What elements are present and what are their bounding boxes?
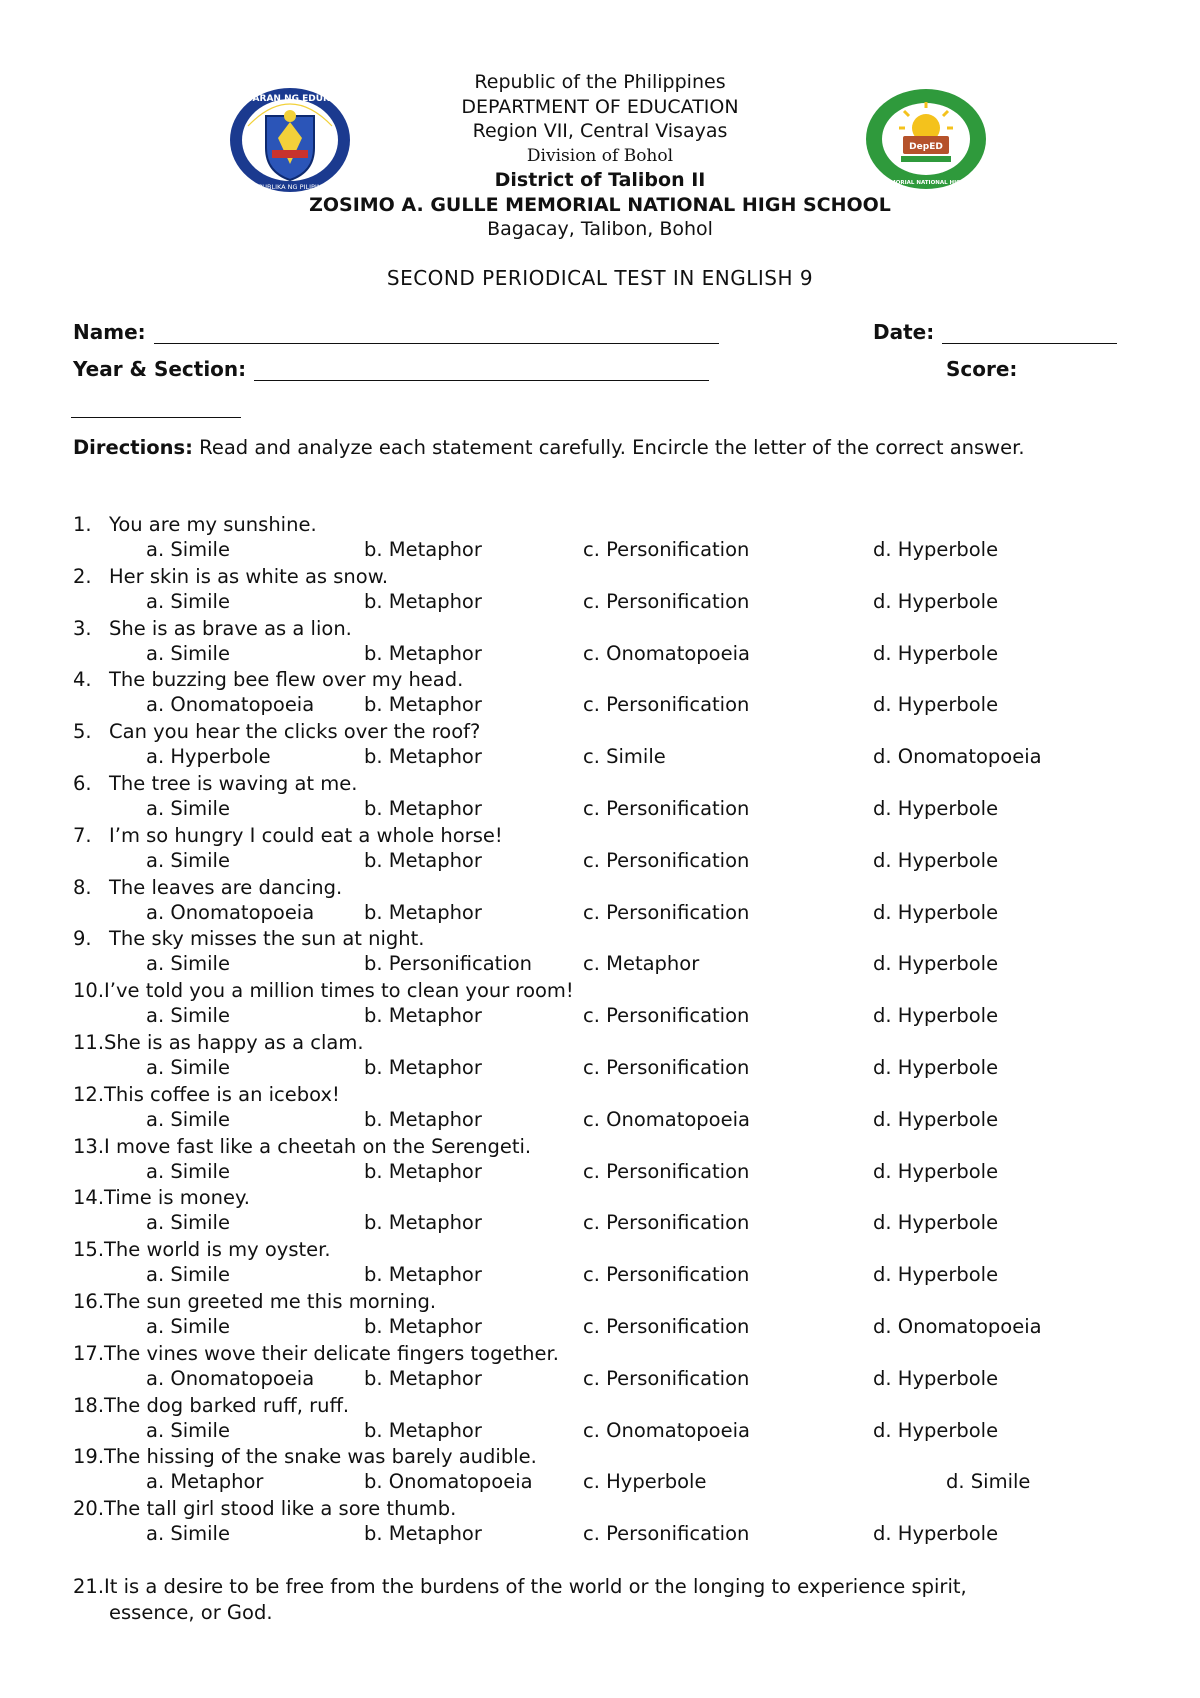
option-b[interactable]: b. Metaphor xyxy=(364,1107,482,1131)
option-c[interactable]: c. Simile xyxy=(583,745,666,769)
option-b[interactable]: b. Metaphor xyxy=(364,589,482,613)
date-field xyxy=(873,320,1117,344)
option-c[interactable]: c. Onomatopoeia xyxy=(583,1107,750,1131)
question-stem xyxy=(73,667,463,693)
option-c[interactable]: c. Metaphor xyxy=(583,952,700,976)
question-number: 2. xyxy=(73,564,92,588)
option-a[interactable]: a. Simile xyxy=(146,1159,230,1183)
option-d[interactable]: d. Onomatopoeia xyxy=(873,745,1042,769)
question-stem xyxy=(73,1341,559,1367)
question-number: 5. xyxy=(73,720,92,744)
question-number: 17. xyxy=(73,1341,105,1365)
question-item xyxy=(73,978,1153,1030)
question-text: The hissing of the snake was barely audible. xyxy=(104,1445,537,1469)
question-text: You are my sunshine. xyxy=(109,513,317,536)
header-republic: Republic of the Philippines xyxy=(474,71,726,93)
question-text: Her skin is as white as snow. xyxy=(109,564,389,588)
option-c[interactable]: c. Personification xyxy=(583,1314,750,1338)
question-stem xyxy=(73,564,388,590)
option-c[interactable]: c. Personification xyxy=(583,1055,750,1079)
question-21-continuation: essence, or God. xyxy=(109,1601,273,1624)
option-c[interactable]: c. Personification xyxy=(583,796,750,820)
question-text: I’m so hungry I could eat a whole horse! xyxy=(109,823,503,847)
option-d[interactable]: d. Hyperbole xyxy=(873,693,999,717)
name-label: Name: xyxy=(73,320,146,344)
year-section-field xyxy=(73,357,709,381)
option-d[interactable]: d. Hyperbole xyxy=(873,1366,999,1390)
option-b[interactable]: b. Metaphor xyxy=(364,1418,482,1442)
date-label: Date: xyxy=(873,320,935,344)
question-stem xyxy=(73,1082,340,1108)
directions-text: Read and analyze each statement carefully. Encircle the letter of the correct answer. xyxy=(192,436,1025,459)
option-c[interactable]: c. Personification xyxy=(583,1263,750,1287)
option-b[interactable]: b. Metaphor xyxy=(364,900,482,924)
question-stem xyxy=(73,1289,436,1315)
option-d[interactable]: d. Hyperbole xyxy=(873,1107,999,1131)
question-text: The tall girl stood like a sore thumb. xyxy=(104,1497,457,1521)
question-number: 16. xyxy=(73,1289,105,1313)
question-number: 8. xyxy=(73,875,92,899)
question-stem xyxy=(73,875,342,901)
question-item xyxy=(73,1289,1153,1341)
question-item xyxy=(73,1341,1153,1393)
seal-right-badge-text: DepED xyxy=(909,142,943,152)
question-number: 20. xyxy=(73,1497,105,1521)
question-stem xyxy=(73,1444,537,1470)
option-d[interactable]: d. Simile xyxy=(946,1470,1031,1494)
option-a[interactable]: a. Simile xyxy=(146,1055,230,1079)
option-c[interactable]: c. Personification xyxy=(583,693,750,717)
year-section-label: Year & Section: xyxy=(73,357,247,381)
question-item xyxy=(73,1393,1153,1445)
question-item xyxy=(73,1496,1153,1548)
question-text: She is as brave as a lion. xyxy=(109,616,352,640)
question-text: The vines wove their delicate fingers together. xyxy=(104,1341,559,1365)
question-stem xyxy=(73,1393,349,1419)
school-header xyxy=(0,70,1200,242)
question-number: 18. xyxy=(73,1393,105,1417)
seal-left-bottom-text: REPUBLIKA NG PILIPINAS xyxy=(249,183,331,191)
option-b[interactable]: b. Metaphor xyxy=(364,1522,482,1546)
option-d[interactable]: d. Hyperbole xyxy=(873,848,999,872)
question-number: 12. xyxy=(73,1082,105,1106)
option-b[interactable]: b. Personification xyxy=(364,952,533,976)
question-item xyxy=(73,1030,1153,1082)
option-a[interactable]: a. Simile xyxy=(146,1263,230,1287)
test-title: SECOND PERIODICAL TEST IN ENGLISH 9 xyxy=(386,266,814,290)
question-text: The dog barked ruff, ruff. xyxy=(104,1393,350,1417)
header-school: ZOSIMO A. GULLE MEMORIAL NATIONAL HIGH SCHOOL xyxy=(309,193,891,216)
option-d[interactable]: d. Hyperbole xyxy=(873,796,999,820)
option-b[interactable]: b. Metaphor xyxy=(364,1055,482,1079)
question-item xyxy=(73,1082,1153,1134)
option-d[interactable]: d. Hyperbole xyxy=(873,1418,999,1442)
name-field xyxy=(73,320,719,344)
question-text: Can you hear the clicks over the roof? xyxy=(109,720,481,744)
question-item xyxy=(73,512,1153,564)
question-text: The sun greeted me this morning. xyxy=(104,1289,437,1313)
option-c[interactable]: c. Personification xyxy=(583,1366,750,1390)
question-text: The sky misses the sun at night. xyxy=(109,927,425,951)
question-item xyxy=(73,823,1153,875)
option-a[interactable]: a. Simile xyxy=(146,1107,230,1131)
option-d[interactable]: d. Hyperbole xyxy=(873,1159,999,1183)
option-a[interactable]: a. Metaphor xyxy=(146,1470,264,1494)
option-c[interactable]: c. Personification xyxy=(583,1211,750,1235)
score-blank[interactable] xyxy=(71,397,241,418)
option-d[interactable]: d. Hyperbole xyxy=(873,952,999,976)
option-c[interactable]: c. Personification xyxy=(583,1004,750,1028)
header-division: Division of Bohol xyxy=(526,145,674,166)
option-d[interactable]: d. Hyperbole xyxy=(873,1522,999,1546)
option-b[interactable]: b. Metaphor xyxy=(364,1159,482,1183)
option-d[interactable]: d. Hyperbole xyxy=(873,900,999,924)
option-b[interactable]: b. Metaphor xyxy=(364,1314,482,1338)
question-text: She is as happy as a clam. xyxy=(104,1030,364,1054)
question-item xyxy=(73,926,1153,978)
question-stem xyxy=(73,512,317,538)
question-21-text: It is a desire to be free from the burdens of the world or the longing to experience spirit, xyxy=(104,1575,967,1598)
option-b[interactable]: b. Metaphor xyxy=(364,693,482,717)
option-c[interactable]: c. Hyperbole xyxy=(583,1470,707,1494)
option-a[interactable]: a. Simile xyxy=(146,538,230,561)
question-item xyxy=(73,771,1153,823)
option-d[interactable]: d. Onomatopoeia xyxy=(873,1314,1042,1338)
option-c[interactable]: c. Personification xyxy=(583,848,750,872)
option-b[interactable]: b. Metaphor xyxy=(364,848,482,872)
question-stem xyxy=(73,1237,331,1263)
question-text: I move fast like a cheetah on the Serengeti. xyxy=(104,1134,532,1158)
question-number: 13. xyxy=(73,1134,105,1158)
question-stem xyxy=(73,1185,250,1211)
score-field xyxy=(946,357,1017,381)
option-b[interactable]: b. Metaphor xyxy=(364,538,482,561)
option-c[interactable]: c. Onomatopoeia xyxy=(583,1418,750,1442)
option-c[interactable]: c. Personification xyxy=(583,538,750,561)
year-section-blank[interactable] xyxy=(254,360,709,381)
option-c[interactable]: c. Personification xyxy=(583,1159,750,1183)
option-a[interactable]: a. Simile xyxy=(146,1211,230,1235)
option-b[interactable]: b. Metaphor xyxy=(364,1366,482,1390)
question-item xyxy=(73,616,1153,668)
option-c[interactable]: c. Personification xyxy=(583,900,750,924)
question-number: 15. xyxy=(73,1238,105,1262)
option-b[interactable]: b. Metaphor xyxy=(364,1211,482,1235)
question-text: The world is my oyster. xyxy=(104,1238,331,1262)
seal-right-text: GULLE MEMORIAL NATIONAL HIGH SCHOOL xyxy=(859,180,993,186)
option-a[interactable]: a. Hyperbole xyxy=(146,745,271,769)
option-c[interactable]: c. Onomatopoeia xyxy=(583,641,750,665)
question-number: 14. xyxy=(73,1186,105,1210)
option-a[interactable]: a. Simile xyxy=(146,641,230,665)
question-number: 19. xyxy=(73,1445,105,1469)
option-b[interactable]: b. Metaphor xyxy=(364,1263,482,1287)
option-b[interactable]: b. Metaphor xyxy=(364,745,482,769)
question-text: The leaves are dancing. xyxy=(109,875,343,899)
option-a[interactable]: a. Onomatopoeia xyxy=(146,693,315,717)
question-stem xyxy=(73,719,480,745)
option-a[interactable]: a. Simile xyxy=(146,589,230,613)
question-number: 10. xyxy=(73,979,105,1003)
option-b[interactable]: b. Metaphor xyxy=(364,796,482,820)
option-d[interactable]: d. Hyperbole xyxy=(873,641,999,665)
question-text: This coffee is an icebox! xyxy=(104,1082,340,1106)
option-d[interactable]: d. Hyperbole xyxy=(873,1004,999,1028)
directions-label: Directions: xyxy=(73,436,193,459)
question-item xyxy=(73,719,1153,771)
question-number: 4. xyxy=(73,668,92,692)
question-21 xyxy=(73,1574,1133,1626)
question-number: 3. xyxy=(73,616,92,640)
question-stem xyxy=(73,1030,364,1056)
option-c[interactable]: c. Personification xyxy=(583,589,750,613)
question-21-number: 21. xyxy=(73,1575,105,1598)
option-a[interactable]: a. Onomatopoeia xyxy=(146,1366,315,1390)
directions xyxy=(73,435,1133,461)
question-number: 1. xyxy=(73,513,92,536)
question-item xyxy=(73,1185,1153,1237)
option-b[interactable]: b. Metaphor xyxy=(364,1004,482,1028)
option-d[interactable]: d. Hyperbole xyxy=(873,1263,999,1287)
header-address: Bagacay, Talibon, Bohol xyxy=(487,218,713,240)
question-number: 6. xyxy=(73,771,92,795)
question-text: Time is money. xyxy=(104,1186,250,1210)
option-b[interactable]: b. Metaphor xyxy=(364,641,482,665)
option-d[interactable]: d. Hyperbole xyxy=(873,538,999,561)
option-b[interactable]: b. Onomatopoeia xyxy=(364,1470,533,1494)
question-stem xyxy=(73,823,503,849)
question-stem xyxy=(73,1496,456,1522)
header-region: Region VII, Central Visayas xyxy=(472,120,728,142)
option-a[interactable]: a. Simile xyxy=(146,1004,230,1028)
option-a[interactable]: a. Simile xyxy=(146,1522,230,1546)
question-item xyxy=(73,1134,1153,1186)
question-item xyxy=(73,875,1153,927)
header-department: DEPARTMENT OF EDUCATION xyxy=(461,95,739,118)
question-text: The tree is waving at me. xyxy=(109,771,358,795)
question-number: 9. xyxy=(73,927,92,951)
header-district: District of Talibon II xyxy=(494,169,706,191)
question-item xyxy=(73,1237,1153,1289)
question-stem xyxy=(73,1134,531,1160)
question-number: 11. xyxy=(73,1030,105,1054)
question-item xyxy=(73,1444,1153,1496)
name-blank[interactable] xyxy=(154,323,719,344)
question-item xyxy=(73,564,1153,616)
question-text: I’ve told you a million times to clean your room! xyxy=(104,979,574,1003)
option-a[interactable]: a. Simile xyxy=(146,1314,230,1338)
question-text: The buzzing bee flew over my head. xyxy=(109,668,464,692)
question-item xyxy=(73,667,1153,719)
option-a[interactable]: a. Simile xyxy=(146,1418,230,1442)
option-a[interactable]: a. Simile xyxy=(146,796,230,820)
question-stem xyxy=(73,926,424,952)
question-list xyxy=(73,512,1153,1548)
option-a[interactable]: a. Onomatopoeia xyxy=(146,900,315,924)
option-a[interactable]: a. Simile xyxy=(146,952,230,976)
question-stem xyxy=(73,771,357,797)
option-a[interactable]: a. Simile xyxy=(146,848,230,872)
score-label: Score: xyxy=(946,357,1018,381)
seal-left-text: KAGAWARAN NG EDUKASYON xyxy=(215,94,365,104)
date-blank[interactable] xyxy=(942,323,1117,344)
option-d[interactable]: d. Hyperbole xyxy=(873,1055,999,1079)
option-c[interactable]: c. Personification xyxy=(583,1522,750,1546)
question-number: 7. xyxy=(73,823,92,847)
question-stem xyxy=(73,978,574,1004)
option-d[interactable]: d. Hyperbole xyxy=(873,1211,999,1235)
question-stem xyxy=(73,616,352,642)
option-d[interactable]: d. Hyperbole xyxy=(873,589,999,613)
